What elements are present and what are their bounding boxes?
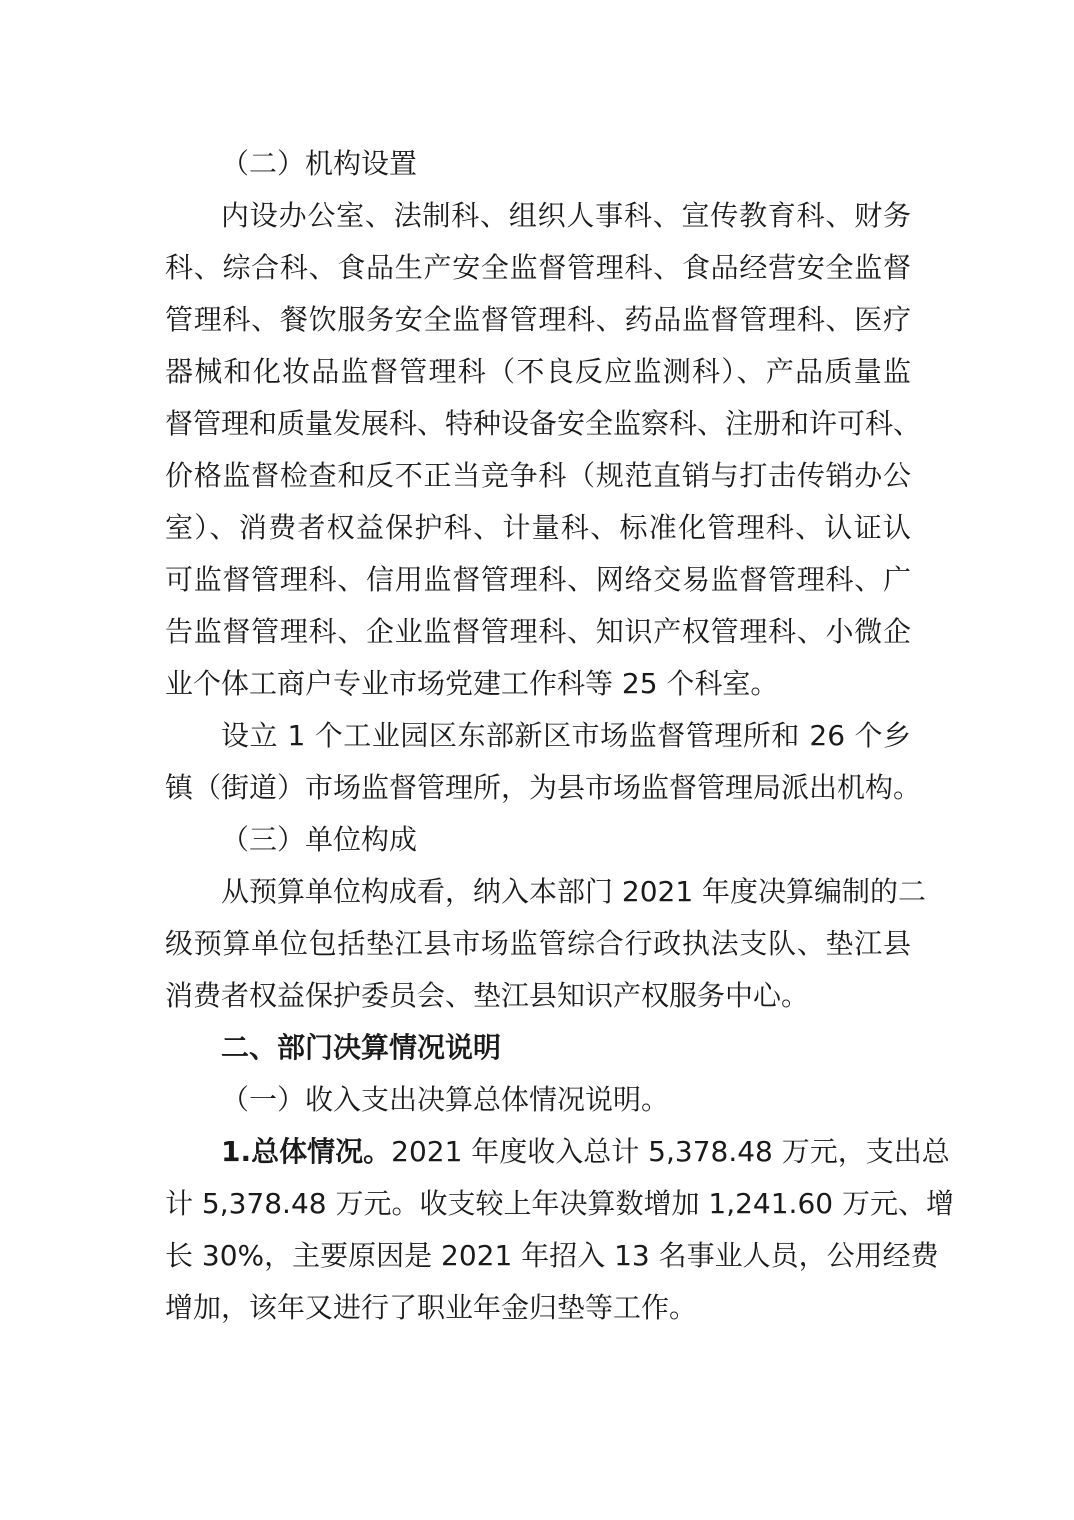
org-line: 督管理和质量发展科、特种设备安全监察科、注册和许可科、 [165,407,922,440]
org-line: 内设办公室、法制科、组织人事科、宣传教育科、财务 [221,199,911,232]
overall-first-line-rest: 2021 年度收入总计 5,378.48 万元，支出总 [391,1135,950,1168]
section-units-heading: （三）单位构成 [221,823,418,856]
overall-paragraph [165,1126,954,1334]
org-paragraph [165,190,922,710]
overall-line: 计 5,378.48 万元。收支较上年决算数增加 1,241.60 万元、增 [165,1187,954,1220]
org-line: 价格监督检查和反不正当竞争科（规范直销与打击传销办公 [165,459,911,492]
units-line: 级预算单位包括垫江县市场监管综合行政执法支队、垫江县 [165,927,911,960]
org-line: 可监督管理科、信用监督管理科、网络交易监督管理科、广 [165,563,911,596]
org-line: 器械和化妆品监督管理科（不良反应监测科）、产品质量监 [165,355,911,388]
overall-line: 增加，该年又进行了职业年金归垫等工作。 [165,1291,698,1324]
overall-lead: 1.总体情况。 [221,1135,392,1168]
section-org-heading: （二）机构设置 [221,147,418,180]
document-page [165,138,954,1334]
branch-line: 镇（街道）市场监督管理所，为县市场监督管理局派出机构。 [165,771,922,804]
overall-line: 长 30%，主要原因是 2021 年招入 13 名事业人员，公用经费 [165,1239,939,1272]
org-line: 科、综合科、食品生产安全监督管理科、食品经营安全监督 [165,251,911,284]
units-line: 消费者权益保护委员会、垫江县知识产权服务中心。 [165,979,810,1012]
branch-line: 设立 1 个工业园区东部新区市场监督管理所和 26 个乡 [221,719,911,752]
org-line: 管理科、餐饮服务安全监督管理科、药品监督管理科、医疗 [165,303,911,336]
org-line: 业个体工商户专业市场党建工作科等 25 个科室。 [165,667,779,700]
part-two-heading: 二、部门决算情况说明 [221,1031,502,1064]
units-paragraph [165,866,927,1022]
org-line: 室）、消费者权益保护科、计量科、标准化管理科、认证认 [165,511,911,544]
overall-first-line [165,1126,950,1178]
section-overall-heading: （一）收入支出决算总体情况说明。 [221,1083,670,1116]
branch-paragraph [165,710,922,814]
org-line: 告监督管理科、企业监督管理科、知识产权管理科、小微企 [165,615,911,648]
units-line: 从预算单位构成看，纳入本部门 2021 年度决算编制的二 [221,875,927,908]
